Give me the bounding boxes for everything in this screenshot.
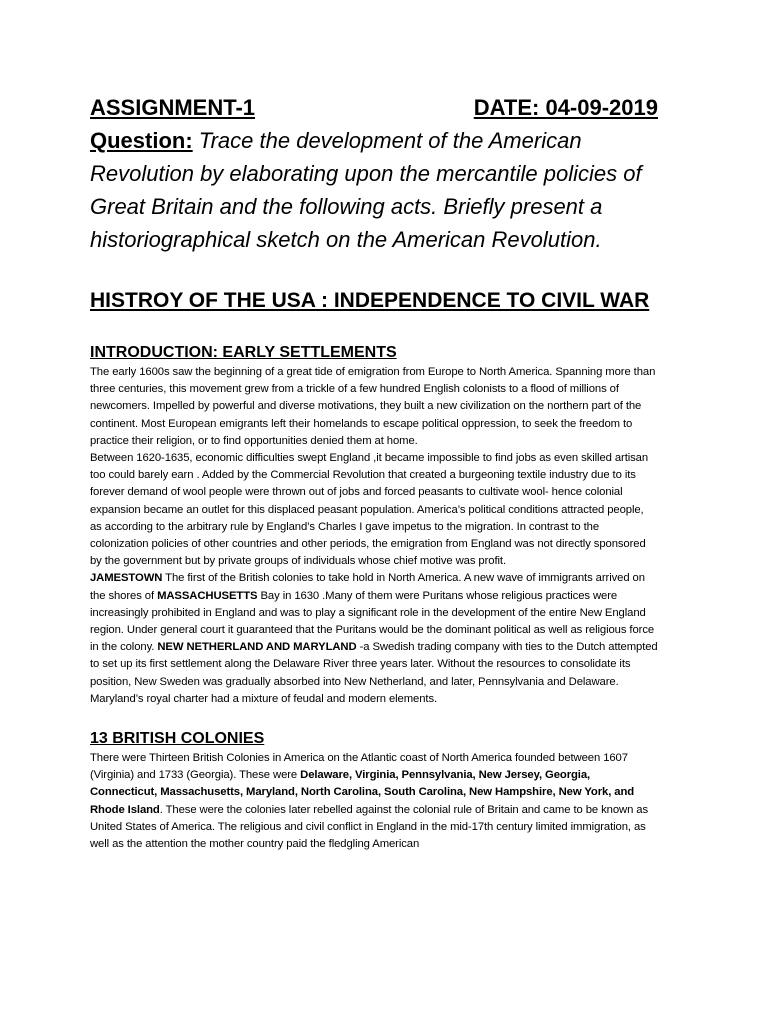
paragraph-thirteen-colonies: [90, 750, 658, 853]
assignment-number: ASSIGNMENT-1: [90, 95, 256, 120]
paragraph-colonies-settlement: [90, 570, 658, 708]
question-text: Trace the development of the American Revolution by elaborating upon the mercantile policies of Great Britain and the following acts. Briefly present a historiographical sketch on the American Revolution.: [90, 128, 642, 252]
section-heading-british-colonies: 13 BRITISH COLONIES: [90, 730, 265, 748]
document-title: HISTROY OF THE USA : INDEPENDENCE TO CIVIL WAR: [90, 289, 650, 312]
paragraph-economic-difficulties: Between 1620-1635, economic difficulties swept England ,it became impossible to find jobs as even skilled artisan too could barely earn . Added by the Commercial Revolution that created a burgeoning textile industry due to its forever demand of wool people were thrown out of jobs and forced peasants to cultivate wool- hence colonial expansion became an outlet for this displaced peasant population. America’s political conditions attracted people, as according to the arbitrary rule by England’s Charles I gave impetus to the migration. In contrast to the colonization policies of other countries and other periods, the emigration from England was not directly sponsored by the government but by private groups of individuals whose chief motive was profit.: [90, 452, 649, 568]
text-colonies-rest: . These were the colonies later rebelled against the colonial rule of Britain and came to be known as United States of America. The religious and civil conflict in England in the mid-17th century limited immigration, as well as the attention the mother country paid the fledgling American: [90, 803, 649, 851]
assignment-date: DATE: 04-09-2019: [473, 95, 658, 120]
paragraph-early-emigration: The early 1600s saw the beginning of a great tide of emigration from Europe to North America. Spanning more than three centuries, this movement grew from a trickle of a few hundred English colonists to a flood of millions of newcomers. Impelled by powerful and diverse motivations, they built a new civilization on the northern part of the continent. Most European emigrants left their homelands to escape political oppression, to seek the freedom to practice their religion, or to find opportunities denied them at home.: [90, 366, 656, 447]
question-label: Question:: [90, 128, 193, 153]
text-jamestown: The first of the British colonies to take hold in North America. A new wave of immigrants arrived on the shores of: [90, 572, 645, 602]
term-massachusetts: MASSACHUSETTS: [157, 589, 258, 602]
term-colony-list: Delaware, Virginia, Pennsylvania, New Jersey, Georgia, Connecticut, Massachusetts, Maryland, North Carolina, South Carolina, New Hampshire, New York, and Rhode Island: [90, 769, 635, 816]
term-new-netherland-maryland: NEW NETHERLAND AND MARYLAND: [157, 641, 357, 654]
text-colonies-intro: There were Thirteen British Colonies in America on the Atlantic coast of North America founded between 1607 (Virginia) and 1733 (Georgia). These were: [90, 752, 628, 782]
text-new-netherland: -a Swedish trading company with ties to the Dutch attempted to set up its first settlement along the Delaware River three years later. Without the resources to consolidate its position, New Sweden was gradually absorbed into New Netherland, and later, Pennsylvania and Delaware. Maryland’s royal charter had a mixture of feudal and modern elements.: [90, 641, 658, 705]
question-block: [90, 124, 658, 256]
term-jamestown: JAMESTOWN: [90, 572, 163, 585]
text-massachusetts: Bay in 1630 .Many of them were Puritans whose religious practices were increasingly prohibited in England and was to play a significant role in the development of the entire New England region. Under general court it guaranteed that the Puritans would be the dominant political as well as religious force in the colony.: [90, 589, 655, 654]
section-heading-early-settlements: INTRODUCTION: EARLY SETTLEMENTS: [90, 344, 397, 361]
assignment-header: [90, 92, 658, 124]
